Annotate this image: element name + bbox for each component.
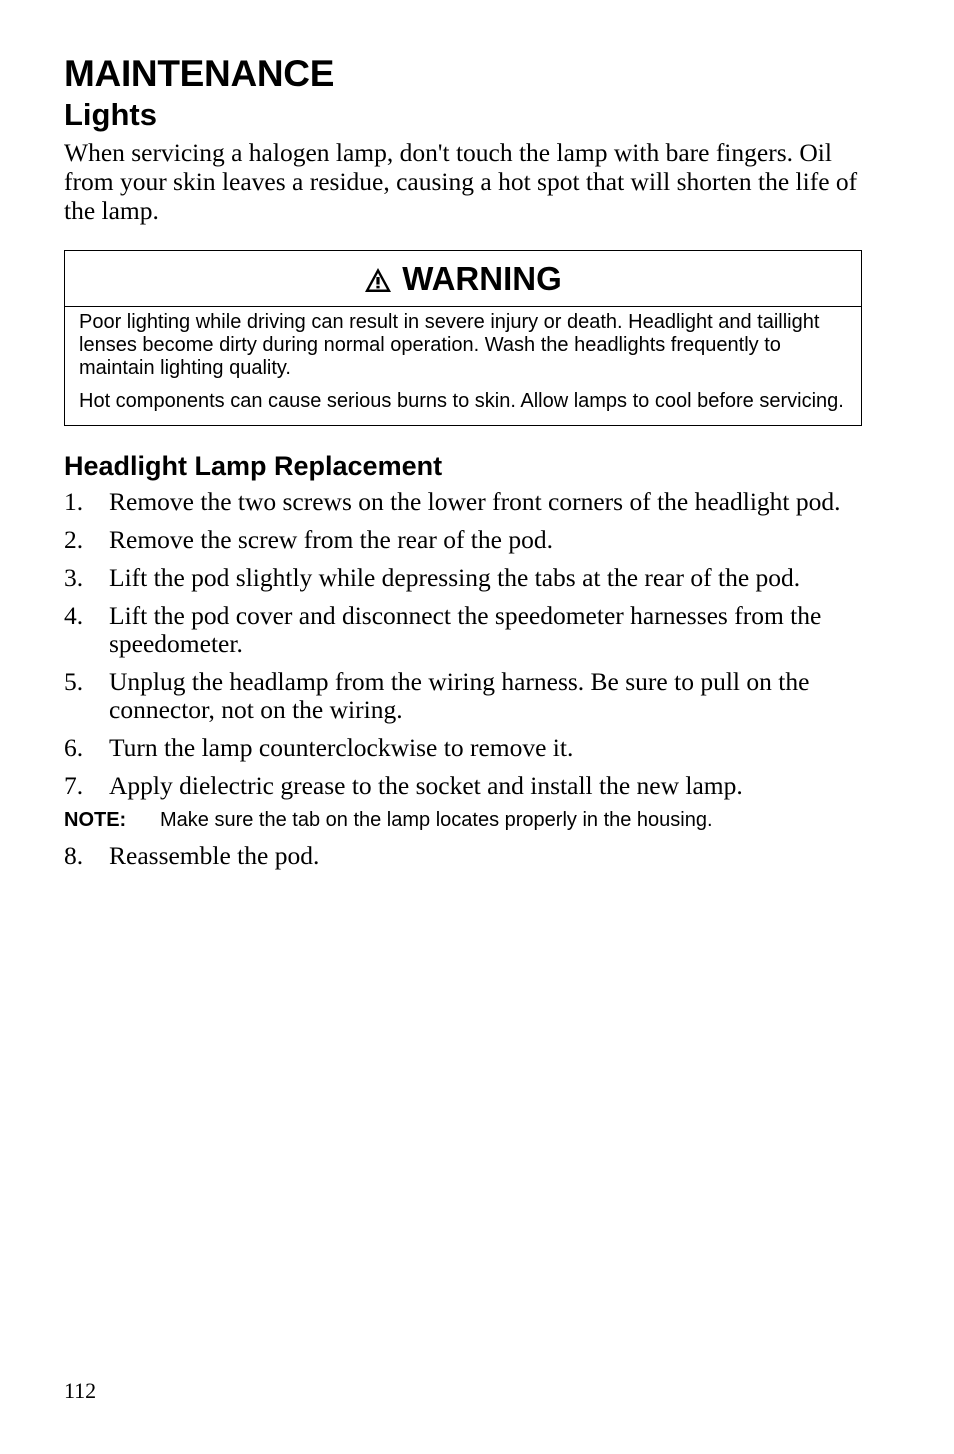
warning-header (65, 251, 861, 307)
warning-box (64, 250, 862, 426)
section-title: Lights (64, 97, 157, 132)
step-text: Lift the pod cover and disconnect the speedometer harnesses from the speedometer. (109, 601, 822, 658)
step-text: Apply dielectric grease to the socket and install the new lamp. (109, 771, 743, 800)
steps-list (64, 488, 864, 800)
step-text: Lift the pod slightly while depressing the tabs at the rear of the pod. (109, 563, 801, 592)
step-number: 8. (64, 841, 84, 870)
list-item (64, 526, 864, 554)
step-number: 4. (64, 601, 84, 630)
step-text: Remove the screw from the rear of the pod. (109, 525, 553, 554)
note (64, 808, 864, 832)
subsection-title: Headlight Lamp Replacement (64, 451, 443, 481)
list-item (64, 842, 864, 870)
step-text: Remove the two screws on the lower front corners of the headlight pod. (109, 487, 841, 516)
warning-paragraph: Poor lighting while driving can result in severe injury or death. Headlight and taillight lenses become dirty during normal operation. Wash the headlights frequently to maintain lighting quality. (79, 311, 820, 379)
step-text: Turn the lamp counterclockwise to remove it. (109, 733, 574, 762)
step-number: 6. (64, 733, 84, 762)
step-text: Reassemble the pod. (109, 841, 320, 870)
note-text: Make sure the tab on the lamp locates properly in the housing. (160, 809, 713, 831)
list-item (64, 488, 864, 516)
warning-body (65, 307, 861, 425)
list-item (64, 564, 864, 592)
warning-paragraph: Hot components can cause serious burns to skin. Allow lamps to cool before servicing. (79, 390, 844, 412)
step-number: 5. (64, 667, 84, 696)
intro-paragraph: When servicing a halogen lamp, don't touch the lamp with bare fingers. Oil from your skin leaves a residue, causing a hot spot that will shorten the life of the lamp. (64, 138, 858, 225)
note-label: NOTE: (64, 809, 127, 831)
warning-title: WARNING (402, 259, 562, 297)
chapter-title: MAINTENANCE (64, 53, 335, 94)
list-item (64, 734, 864, 762)
list-item (64, 668, 864, 724)
page-content (64, 52, 864, 880)
step-number: 1. (64, 487, 84, 516)
list-item (64, 772, 864, 800)
step-number: 7. (64, 771, 84, 800)
step-number: 2. (64, 525, 84, 554)
step-number: 3. (64, 563, 84, 592)
steps-list-continued (64, 842, 864, 870)
list-item (64, 602, 864, 658)
step-text: Unplug the headlamp from the wiring harness. Be sure to pull on the connector, not on the wiring. (109, 667, 810, 724)
warning-triangle-icon (364, 267, 392, 293)
page-number: 112 (64, 1378, 97, 1403)
